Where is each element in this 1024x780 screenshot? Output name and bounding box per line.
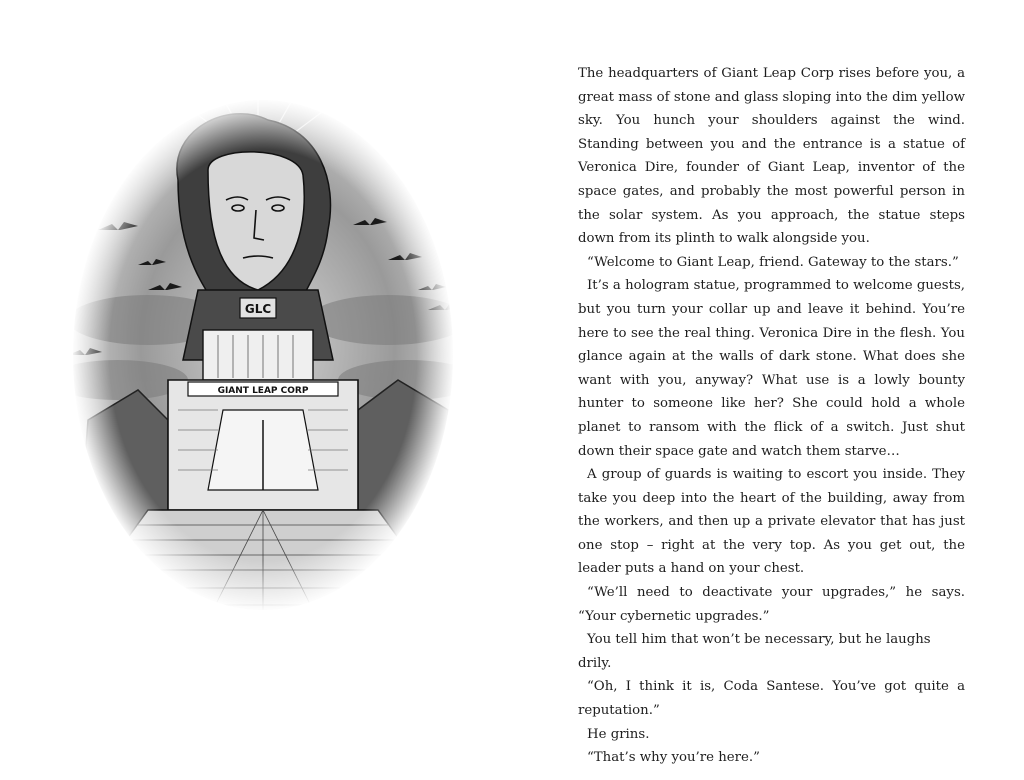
story-paragraph: “We’ll need to deactivate your upgrades,” he says. “Your cybernetic upgrades.”: [578, 585, 965, 624]
story-paragraph: You tell him that won’t be necessary, but he laughs drily.: [578, 632, 931, 671]
story-paragraph: A group of guards is waiting to escort you inside. They take you deep into the heart of the building, away from the workers, and then up a private elevator that has just one stop – right at the very top. As you get out, the leader puts a hand on your chest.: [578, 467, 965, 577]
story-text: [578, 62, 965, 770]
story-paragraph: “That’s why you’re here.”: [587, 750, 760, 766]
statue-illustration: [58, 90, 478, 620]
statue-headquarters-illustration-icon: [58, 90, 478, 620]
story-paragraph: “Welcome to Giant Leap, friend. Gateway to the stars.”: [587, 254, 959, 270]
story-paragraph: The headquarters of Giant Leap Corp rises before you, a great mass of stone and glass sloping into the dim yellow sky. You hunch your shoulders against the wind. Standing between you and the entrance is a statue of Veronica Dire, founder of Giant Leap, inventor of the space gates, and probably the most powerful person in the solar system. As you approach, the statue steps down from its plinth to walk alongside you.: [578, 66, 965, 247]
story-paragraph: He grins.: [587, 726, 650, 742]
story-paragraph: It’s a hologram statue, programmed to welcome guests, but you turn your collar up and leave it behind. You’re here to see the real thing. Veronica Dire in the flesh. You glance again at the walls of dark stone. What does she want with you, anyway? What use is a lowly bounty hunter to someone like her? She could hold a whole planet to ransom with the flick of a switch. Just shut down their space gate and watch them starve…: [578, 278, 965, 459]
story-paragraph: “Oh, I think it is, Coda Santese. You’ve got quite a reputation.”: [578, 679, 965, 719]
